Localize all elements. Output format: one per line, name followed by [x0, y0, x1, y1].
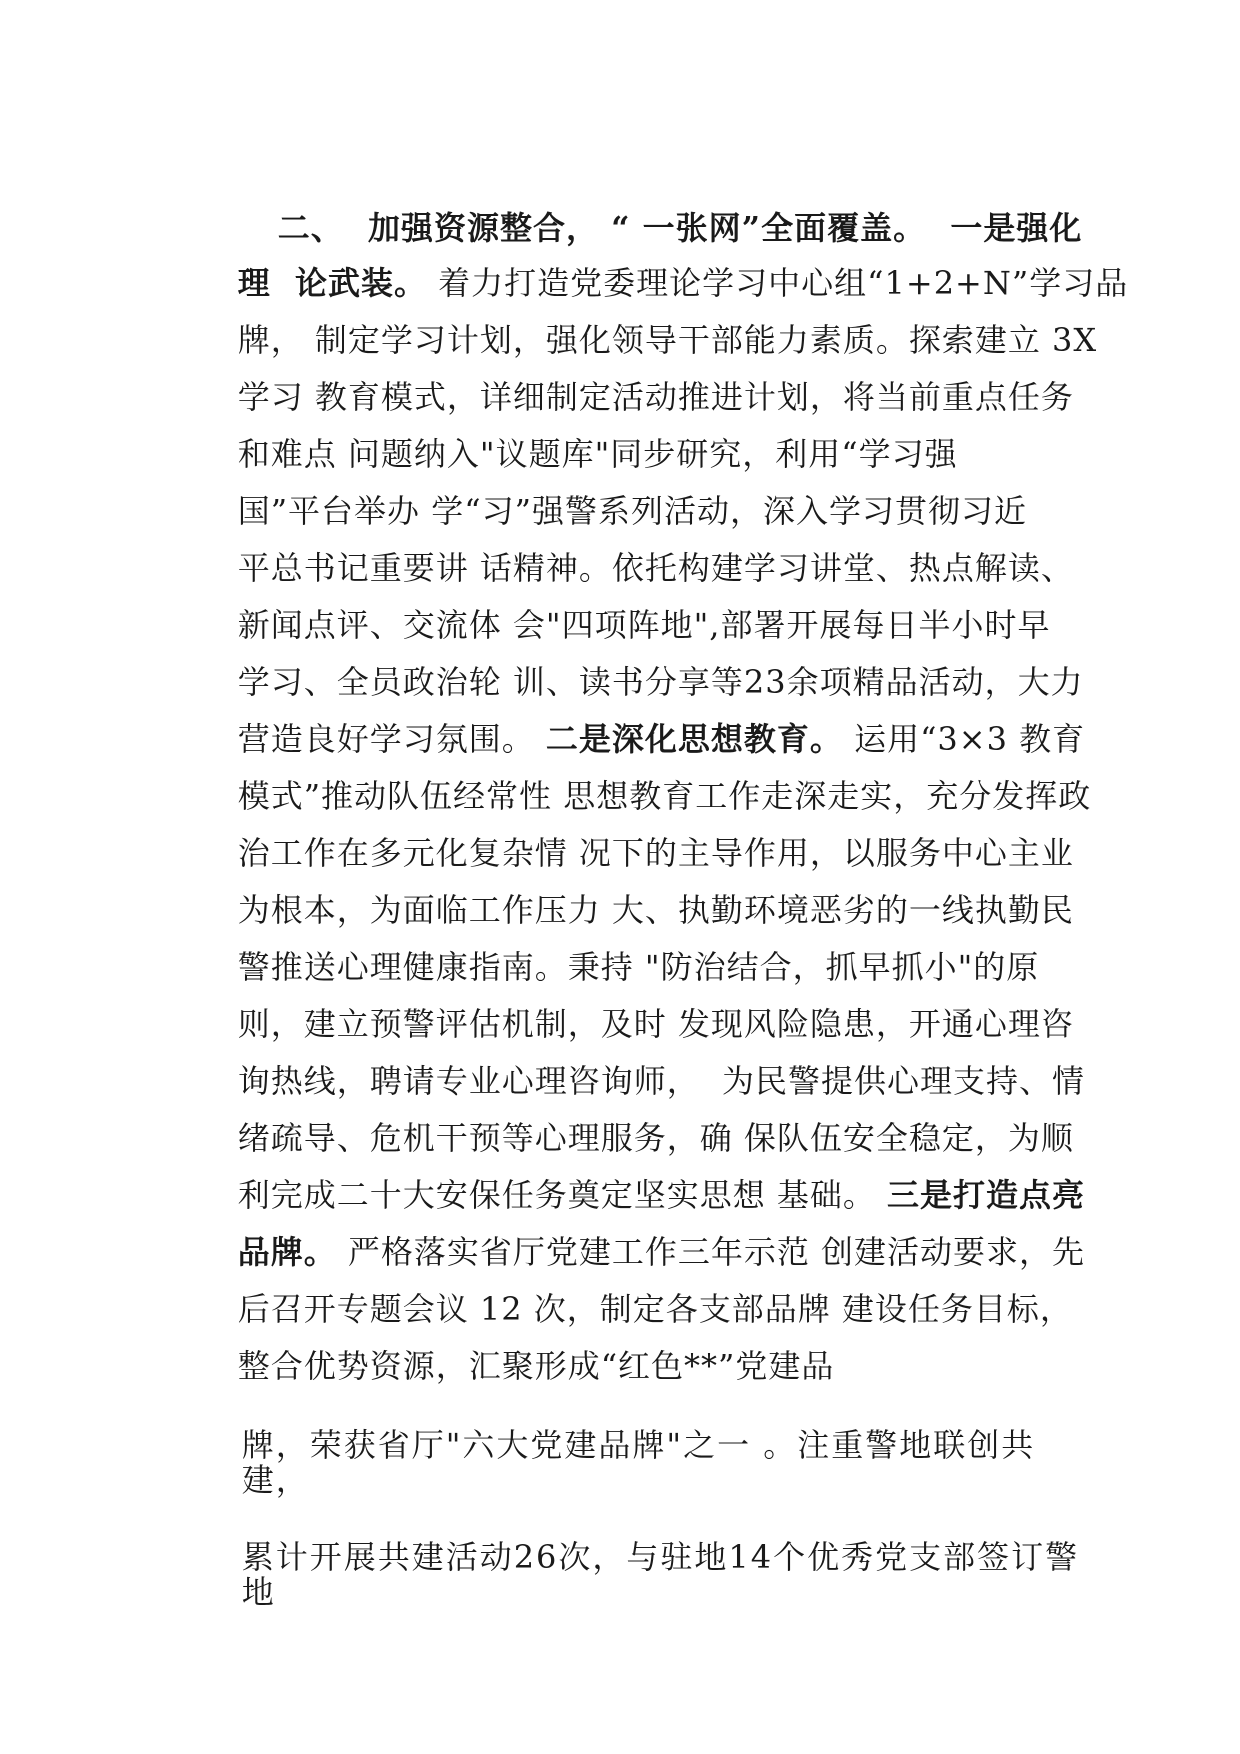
body-text: 运用“3×3 教育 — [842, 720, 1086, 758]
body-text: 询热线，聘请专业心理咨询师， 为民警提供心理支持、情 — [237, 1062, 1086, 1100]
body-text: 学习、全员政治轮 训、读书分享等23余项精品活动，大力 — [237, 663, 1084, 701]
body-text: 治工作在多元化复杂情 况下的主导作用，以服务中心主业 — [237, 834, 1074, 872]
text-line-25 — [193, 1532, 276, 1652]
body-text: 则，建立预警评估机制，及时 发现风险隐患，开通心理咨 — [237, 1005, 1074, 1043]
body-text: 营造良好学习氛围。 — [237, 720, 546, 758]
body-text: 平总书记重要讲 话精神。依托构建学习讲堂、热点解读、 — [237, 549, 1074, 587]
body-text: 后召开专题会议 12 次，制定各支部品牌 建设任务目标， — [237, 1290, 1073, 1328]
text-line-22 — [193, 1385, 1035, 1505]
body-text: 绪疏导、危机干预等心理服务，确 保队伍安全稳定，为顺 — [237, 1119, 1074, 1157]
body-text: 和难点 问题纳入"议题库"同步研究，利用“学习强 — [237, 435, 958, 473]
body-text: 警推送心理健康指南。秉持 "防治结合，抓早抓小"的原 — [237, 948, 1040, 986]
body-text: 学习 教育模式，详细制定活动推进计划，将当前重点任务 — [237, 378, 1074, 416]
body-text: 地 — [241, 1573, 276, 1611]
body-text: 为根本，为面临工作压力 大、执勤环境恶劣的一线执勤民 — [237, 891, 1074, 929]
body-text: 严格落实省厅党建工作三年示范 创建活动要求，先 — [336, 1233, 1086, 1271]
bold-phrase: 品牌。 — [237, 1233, 337, 1271]
text-line-24 — [193, 1497, 1079, 1617]
body-text: 着力打造党委理论学习中心组“1+2+N”学习品 — [426, 264, 1129, 302]
body-text: 整合优势资源，汇聚形成“红色**”党建品 — [237, 1347, 835, 1385]
bold-phrase: 二是深化思想教育。 — [545, 720, 843, 758]
body-text: 累计开展共建活动26次，与驻地14个优秀党支部签订警 — [241, 1538, 1080, 1576]
body-text: 模式”推动队伍经常性 思想教育工作走深走实，充分发挥政 — [237, 777, 1092, 815]
body-text: 新闻点评、交流体 会"四项阵地",部署开展每日半小时早 — [237, 606, 1051, 644]
body-text: 牌， 制定学习计划，强化领导干部能力素质。探索建立 3X — [237, 321, 1098, 359]
bold-phrase: 理 论武装。 — [237, 264, 427, 302]
body-text: 利完成二十大安保任务奠定坚实思想 基础。 — [237, 1176, 888, 1214]
body-text: 建， — [241, 1461, 310, 1499]
bold-phrase: 三是打造点亮 — [887, 1176, 1086, 1214]
body-text: 牌，荣获省厅"六大党建品牌"之一 。注重警地联创共 — [241, 1426, 1036, 1464]
body-text: 国”平台举办 学“习”强警系列活动，深入学习贯彻习近 — [237, 492, 1027, 530]
section-heading: 二、 加强资源整合， “ 一张网”全面覆盖。 一是强化 — [277, 209, 1083, 247]
